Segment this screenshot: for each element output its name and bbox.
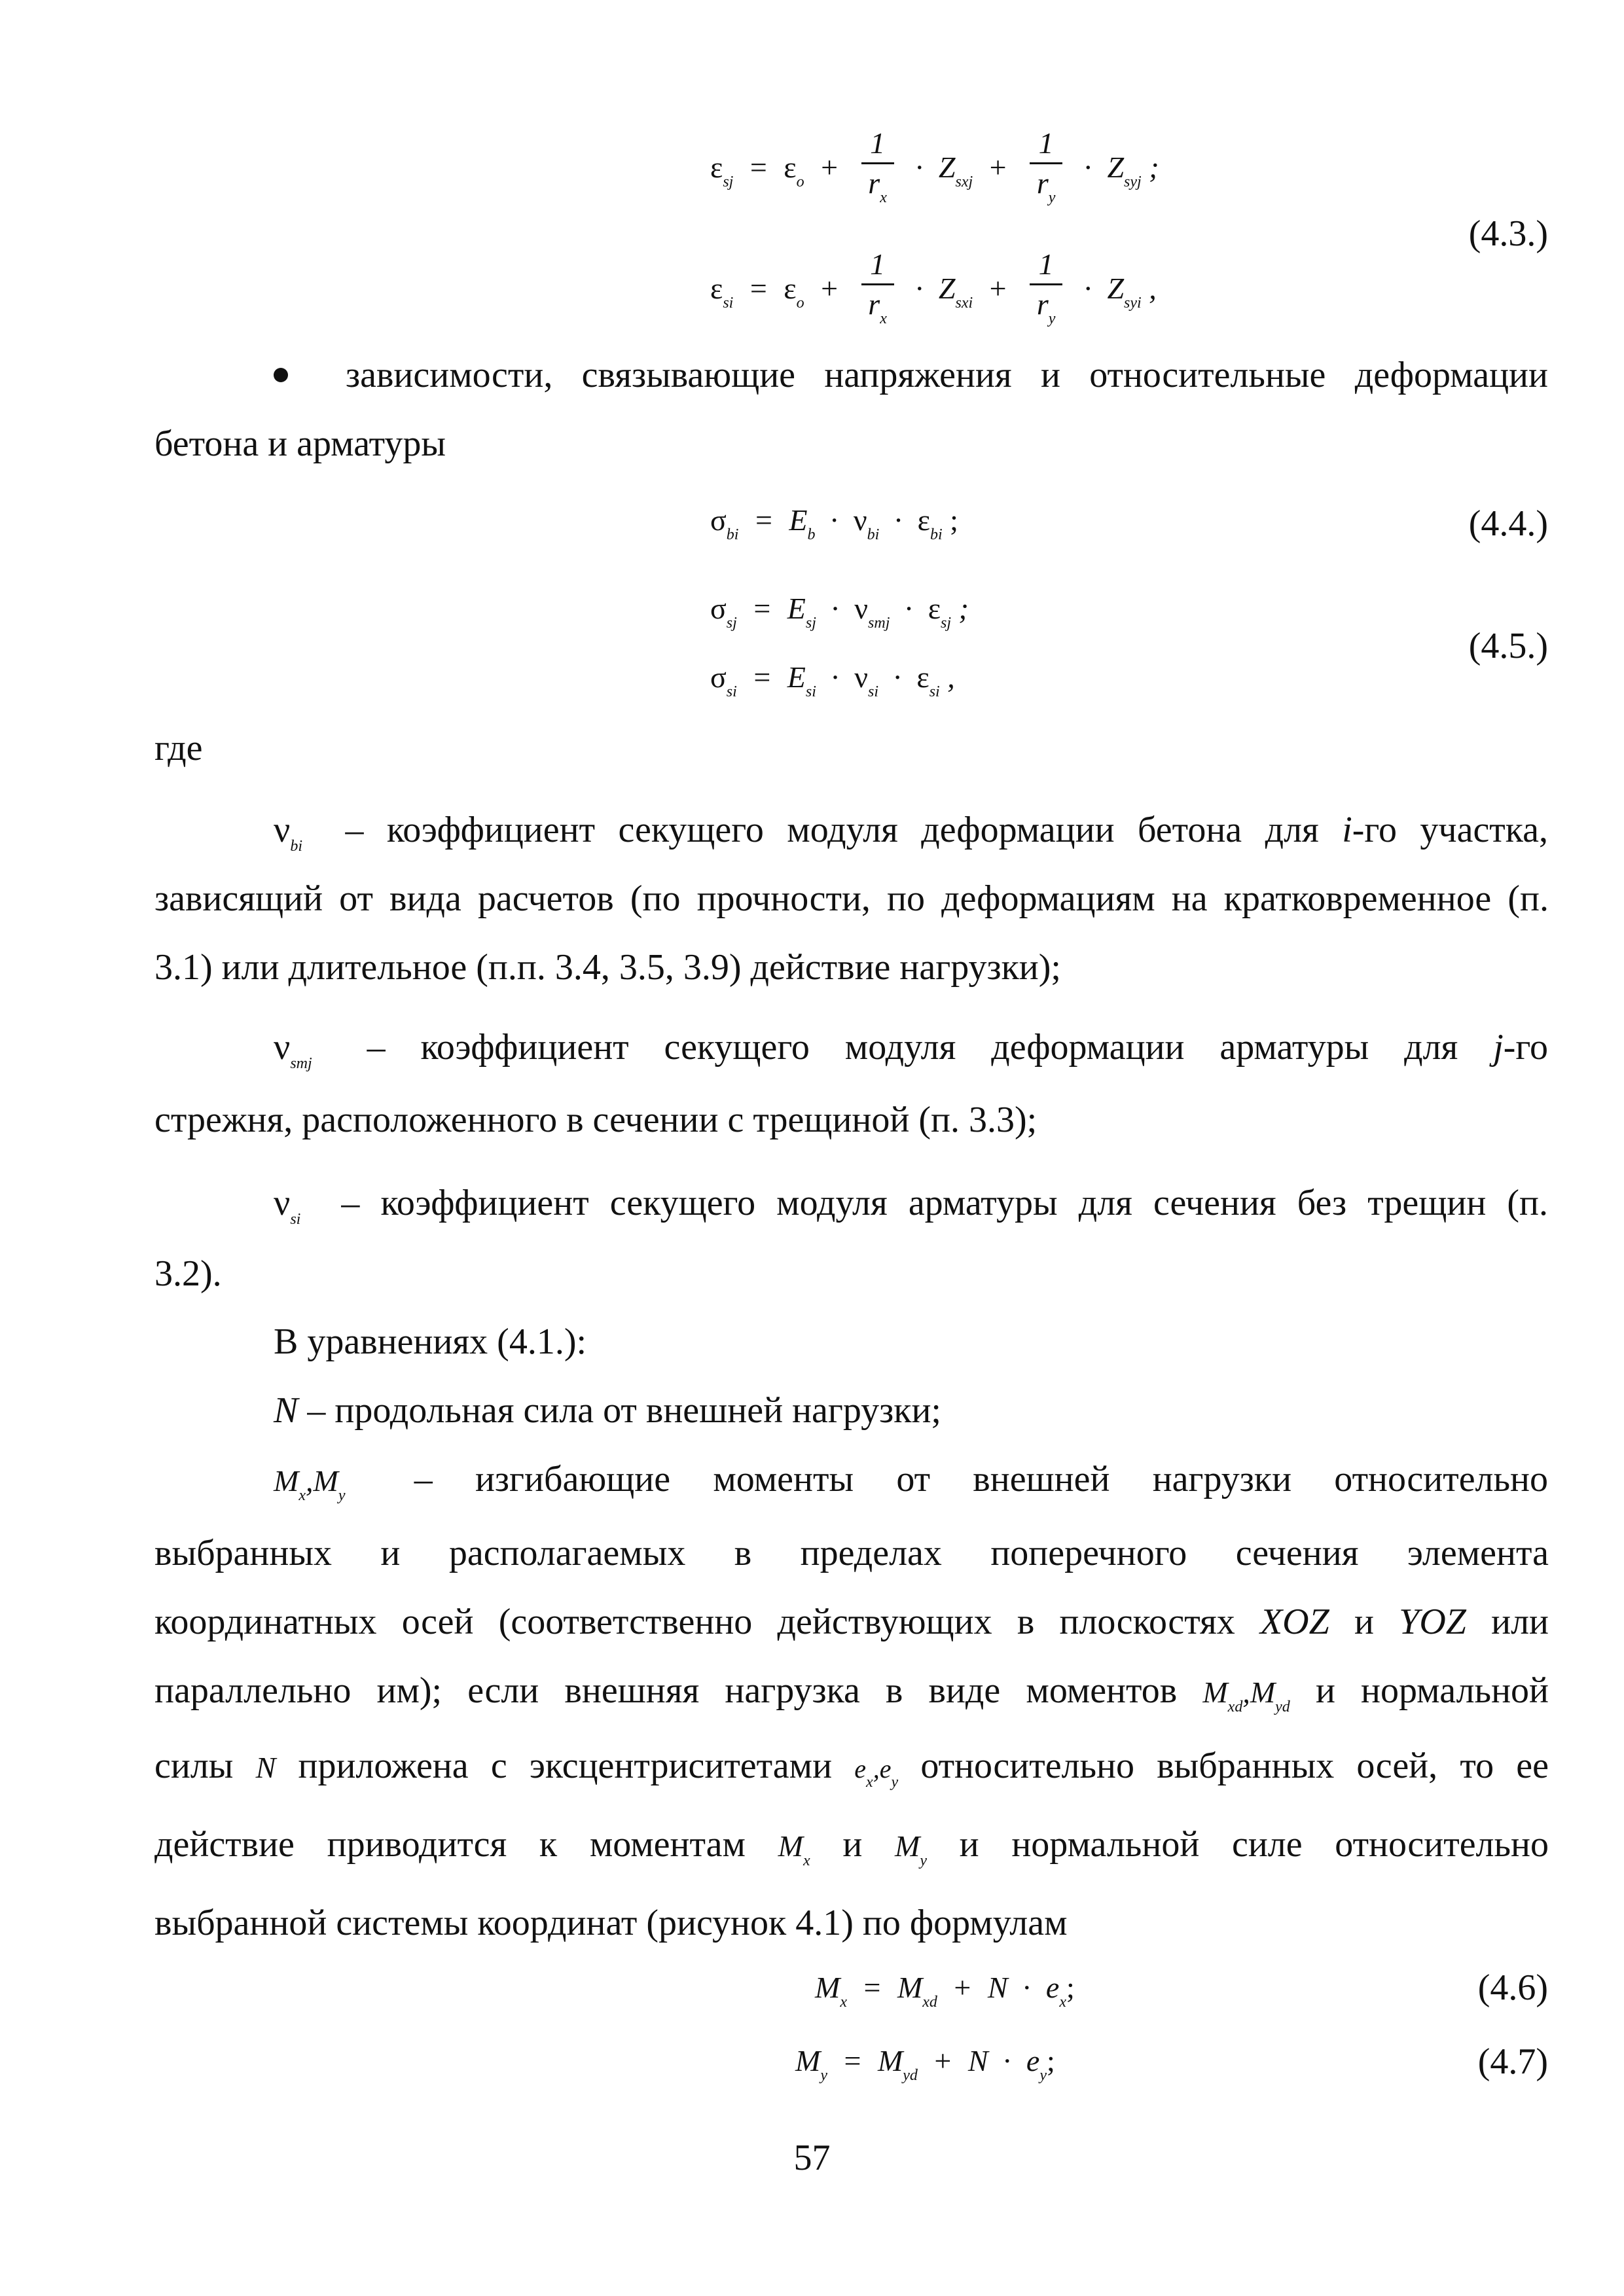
moments-line-7: выбранной системы координат (рисунок 4.1) по формулам bbox=[154, 1903, 1068, 1943]
equation-4-5-line-1: $\sigma_{sj} = E_{sj} \cdot \nu_{smj} \cdot \varepsilon_{sj}$ ; bbox=[710, 592, 969, 632]
definition-nu-smj-line-1: $\nu_{smj}$ – коэффициент секущего модуля деформации арматуры для j-го bbox=[274, 1027, 1548, 1072]
equation-number-4-4: (4.4.) bbox=[1468, 503, 1548, 544]
bullet-text-line-1: зависимости, связывающие напряжения и относительные деформации bbox=[346, 355, 1548, 395]
where-word: где bbox=[154, 728, 203, 768]
equation-4-7: $M_y = M_{yd} + N \cdot e_y$; bbox=[795, 2044, 1055, 2084]
definition-nu-si-line-1: $\nu_{si}$ – коэффициент секущего модуля арматуры для сечения без трещин (п. bbox=[274, 1183, 1548, 1228]
equation-number-4-3: (4.3.) bbox=[1468, 213, 1548, 254]
equation-number-4-7: (4.7) bbox=[1477, 2041, 1548, 2082]
bullet-text-line-2: бетона и арматуры bbox=[154, 423, 446, 464]
moments-line-1: $M_x,M_y$ – изгибающие моменты от внешней нагрузки относительно bbox=[274, 1459, 1549, 1504]
bullet-dot bbox=[274, 368, 288, 382]
definition-nu-bi-line-3: 3.1) или длительное (п.п. 3.4, 3.5, 3.9) действие нагрузки); bbox=[154, 947, 1061, 988]
n-definition: N – продольная сила от внешней нагрузки; bbox=[274, 1390, 941, 1431]
moments-line-4: параллельно им); если внешняя нагрузка в виде моментов $M_{xd},M_{yd}$ и нормальной bbox=[154, 1670, 1549, 1715]
equation-number-4-6: (4.6) bbox=[1477, 1967, 1548, 2008]
definition-nu-si-line-2: 3.2). bbox=[154, 1253, 222, 1294]
moments-line-3: координатных осей (соответственно действующих в плоскостях XOZ и YOZ или bbox=[154, 1602, 1549, 1642]
definition-nu-bi-line-1: $\nu_{bi}$ – коэффициент секущего модуля деформации бетона для i-го участка, bbox=[274, 810, 1548, 855]
equation-4-3-line-1: $\varepsilon_{sj} = \varepsilon_o$ + $\frac{1}{r_x}$ · $Z_{sxj}$ + $\frac{1}{r_y}$ · $Z_{syj}$ ; bbox=[710, 126, 1159, 206]
equation-4-5-line-2: $\sigma_{si} = E_{si} \cdot \nu_{si} \cdot \varepsilon_{si}$ , bbox=[710, 660, 955, 700]
equation-number-4-5: (4.5.) bbox=[1468, 626, 1548, 666]
equations-intro: В уравнениях (4.1.): bbox=[274, 1321, 587, 1362]
definition-nu-bi-line-2: зависящий от вида расчетов (по прочности, по деформациям на кратковременное (п. bbox=[154, 878, 1549, 919]
page-number: 57 bbox=[793, 2138, 831, 2178]
equation-4-3-line-2: $\varepsilon_{si} = \varepsilon_o$ + $\frac{1}{r_x}$ · $Z_{sxi}$ + $\frac{1}{r_y}$ · $Z_{syi}$ , bbox=[710, 247, 1157, 327]
equation-4-4: $\sigma_{bi} = E_b \cdot \nu_{bi} \cdot \varepsilon_{bi}$ ; bbox=[710, 503, 958, 543]
definition-nu-smj-line-2: стрежня, расположенного в сечении с трещиной (п. 3.3); bbox=[154, 1100, 1038, 1140]
moments-line-2: выбранных и располагаемых в пределах поперечного сечения элемента bbox=[154, 1533, 1549, 1573]
equation-4-6: $M_x = M_{xd} + N \cdot e_x$; bbox=[815, 1971, 1075, 2011]
moments-line-6: действие приводится к моментам $M_x$ и $M_y$ и нормальной силе относительно bbox=[154, 1824, 1549, 1869]
moments-line-5: силы N приложена с эксцентриситетами $e_x,e_y$ относительно выбранных осей, то ее bbox=[154, 1746, 1549, 1791]
